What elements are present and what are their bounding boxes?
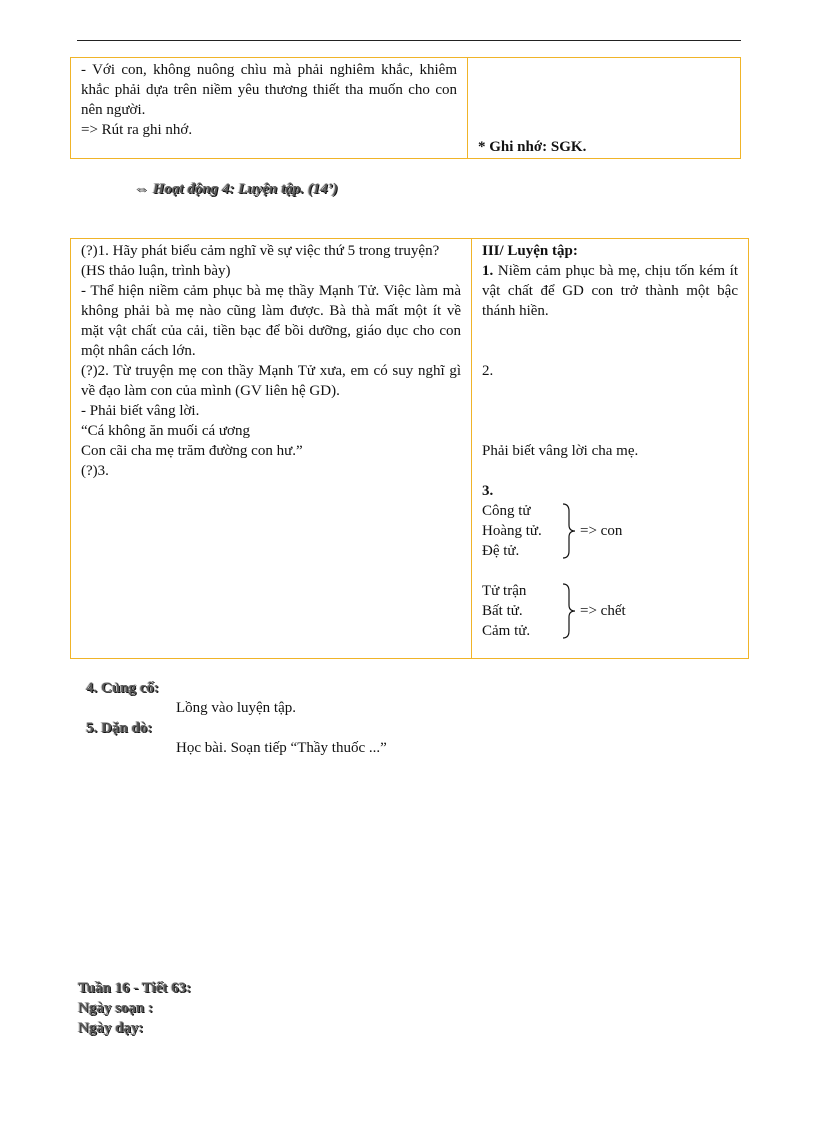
- practice-item-1: [482, 261, 738, 321]
- table1-left-para: - Với con, không nuông chìu mà phải nghiêm khắc, khiêm khắc phải dựa trên niềm yêu thương thiết tha muốn cho con nên người.: [81, 62, 457, 118]
- question-3: (?)3.: [81, 463, 109, 479]
- footer-week-lesson: Tuần 16 - Tiết 63:: [78, 980, 192, 996]
- section-4-title: 4. Củng cố:: [86, 680, 159, 696]
- question-1: (?)1. Hãy phát biểu cảm nghĩ về sự việc thứ 5 trong truyện?: [81, 243, 440, 259]
- memo-note: * Ghi nhớ: SGK.: [478, 139, 587, 155]
- footer-prep-date: Ngày soạn :: [78, 1000, 154, 1016]
- answer-2: - Phải biết vâng lời.: [81, 403, 200, 419]
- practice-title: III/ Luyện tập:: [482, 243, 578, 259]
- item-2-num: 2.: [482, 363, 494, 379]
- group-con-result: => con: [580, 523, 623, 539]
- top-rule: [77, 40, 741, 41]
- item-1-num: 1.: [482, 263, 494, 279]
- table2-left-cell: [71, 239, 472, 659]
- word-bat-tu: Bất tử.: [482, 603, 523, 619]
- item-2-text: Phải biết vâng lời cha mẹ.: [482, 443, 639, 459]
- footer-teach-date: Ngày dạy:: [78, 1020, 144, 1036]
- word-group-con: [482, 501, 738, 561]
- table1-right-cell: [468, 58, 741, 159]
- right-brace-icon: [562, 583, 576, 639]
- table1-left-para: => Rút ra ghi nhớ.: [81, 122, 193, 138]
- item-3-num: 3.: [482, 483, 494, 499]
- activity4-heading: ⇔ Hoạt động 4: Luyện tập. (14’): [134, 181, 338, 197]
- word-group-chet: [482, 581, 738, 641]
- section-4-text: Lồng vào luyện tập.: [176, 700, 296, 716]
- group-chet-result: => chết: [580, 603, 626, 619]
- word-tu-tran: Tử trận: [482, 583, 527, 599]
- right-brace-icon: [562, 503, 576, 559]
- question-2: (?)2. Từ truyện mẹ con thầy Mạnh Tử xưa, em có suy nghĩ gì về đạo làm con của mình (GV liên hệ GD).: [81, 363, 461, 399]
- section-5-text: Học bài. Soạn tiếp “Thầy thuốc ...”: [176, 740, 387, 756]
- word-hoang-tu: Hoàng tử.: [482, 523, 542, 539]
- section-5-title: 5. Dặn dò:: [86, 720, 153, 736]
- table2-right-cell: [472, 239, 749, 659]
- proverb-line-1: “Cá không ăn muối cá ương: [81, 423, 250, 439]
- word-cong-tu: Công tử: [482, 503, 531, 519]
- discussion-note: (HS thảo luận, trình bày): [81, 263, 231, 279]
- word-de-tu: Đệ tử.: [482, 543, 520, 559]
- proverb-line-2: Con cãi cha mẹ trăm đường con hư.”: [81, 443, 303, 459]
- item-1-text: Niềm cảm phục bà mẹ, chịu tốn kém ít vật chất để GD con trở thành một bậc thánh hiền.: [482, 263, 738, 319]
- word-cam-tu: Cảm tử.: [482, 623, 531, 639]
- answer-1: - Thể hiện niềm cảm phục bà mẹ thầy Mạnh Tử. Việc làm mà không phải bà mẹ nào cũng làm được. Bà thà mất một ít về mặt vật chất của cải, tiền bạc để bồi dưỡng, giáo dục cho con một nhân cách lớn.: [81, 283, 461, 359]
- table-discussion: [70, 57, 741, 159]
- table1-left-cell: [71, 58, 468, 159]
- table-practice: [70, 238, 749, 659]
